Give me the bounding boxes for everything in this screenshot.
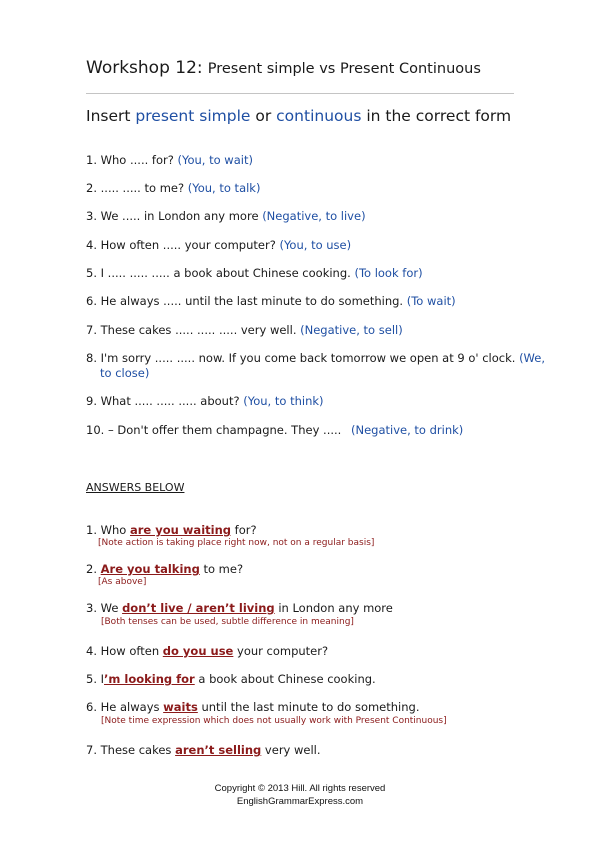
answer-item (86, 644, 328, 658)
question-text: 3. We ..... in London any more (86, 209, 259, 223)
answers-heading: ANSWERS BELOW (86, 481, 185, 494)
answer-value: aren’t selling (175, 743, 262, 757)
answer-note: [Note time expression which does not usually work with Present Continuous] (101, 716, 447, 726)
question-hint: (To look for) (354, 266, 423, 280)
question-hint-continued: to close) (100, 366, 150, 380)
question-text: 5. I ..... ..... ..... a book about Chinese cooking. (86, 266, 351, 280)
instruction-or: or (255, 107, 272, 125)
question-text: 4. How often ..... your computer? (86, 238, 276, 252)
copyright-text: Copyright © 2013 Hill. All rights reserved (214, 783, 386, 794)
answer-note: [Note action is taking place right now, not on a regular basis] (98, 538, 375, 548)
answer-value: do you use (162, 644, 234, 658)
answer-post: to me? (199, 562, 244, 576)
question-text: 9. What ..... ..... ..... about? (86, 394, 240, 408)
answer-value: ’m looking for (104, 672, 195, 686)
answer-pre: 7. These cakes (86, 743, 176, 757)
instruction-pre: Insert (86, 107, 131, 125)
answer-pre: 4. How often (86, 644, 163, 658)
question-item (86, 423, 463, 438)
question-text: 7. These cakes ..... ..... ..... very well. (86, 323, 297, 337)
question-text: 10. – Don't offer them champagne. They ..... (86, 423, 342, 437)
question-item (86, 209, 366, 224)
question-hint: (Negative, to live) (262, 209, 366, 223)
answer-note: [Both tenses can be used, subtle difference in meaning] (101, 617, 354, 627)
question-hint: (Negative, to drink) (350, 423, 464, 437)
question-text: 6. He always ..... until the last minute to do something. (86, 294, 404, 308)
question-hint: (To wait) (406, 294, 456, 308)
question-item (86, 323, 403, 338)
answer-value: don’t live / aren’t living (122, 601, 275, 615)
question-hint: (We, (519, 351, 545, 365)
question-item (86, 294, 456, 309)
question-item (86, 351, 545, 366)
question-hint: (You, to use) (279, 238, 352, 252)
question-text: 1. Who ..... for? (86, 153, 174, 167)
question-text: 2. ..... ..... to me? (86, 181, 185, 195)
answer-post: in London any more (274, 601, 393, 615)
instruction-continuous: continuous (276, 107, 362, 125)
answer-item (86, 743, 321, 757)
answer-post: until the last minute to do something. (197, 700, 420, 714)
answer-post: your computer? (233, 644, 329, 658)
question-item (86, 181, 260, 196)
answer-pre: 2. (86, 562, 101, 576)
title-main: Workshop 12: (86, 58, 203, 78)
answer-pre: 3. We (86, 601, 123, 615)
answer-pre: 5. I (86, 672, 105, 686)
question-item (86, 394, 324, 409)
answer-item (86, 523, 257, 537)
answer-post: very well. (261, 743, 321, 757)
question-hint: (Negative, to sell) (300, 323, 403, 337)
instruction (86, 107, 511, 125)
answer-post: for? (231, 523, 257, 537)
instruction-post: in the correct form (366, 107, 512, 125)
question-hint: (You, to think) (243, 394, 324, 408)
answer-note: [As above] (98, 577, 147, 587)
question-item (86, 153, 253, 168)
answer-value: are you waiting (129, 523, 231, 537)
answer-item (86, 672, 376, 686)
answer-pre: 6. He always (86, 700, 164, 714)
answer-value: waits (163, 700, 198, 714)
answer-post: a book about Chinese cooking. (194, 672, 376, 686)
title-sub: Present simple vs Present Continuous (207, 61, 481, 77)
question-item (86, 238, 351, 253)
answer-item (86, 700, 420, 714)
answer-item (86, 601, 393, 615)
answer-value: Are you talking (100, 562, 200, 576)
title-divider (86, 93, 514, 94)
question-item (86, 266, 423, 281)
question-hint: (You, to wait) (177, 153, 253, 167)
instruction-simple: present simple (135, 107, 251, 125)
page-title (86, 58, 481, 78)
answer-pre: 1. Who (86, 523, 130, 537)
answer-item (86, 562, 243, 576)
question-text: 8. I'm sorry ..... ..... now. If you come back tomorrow we open at 9 o' clock. (86, 351, 516, 365)
website-text: EnglishGrammarExpress.com (236, 796, 364, 807)
question-hint: (You, to talk) (187, 181, 261, 195)
